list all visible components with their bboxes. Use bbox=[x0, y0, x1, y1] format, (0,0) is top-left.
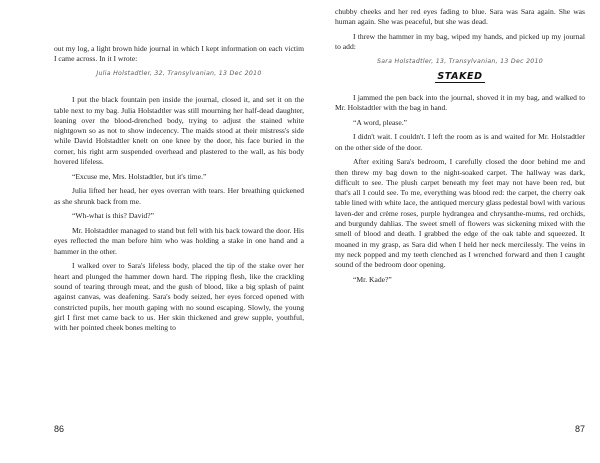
staked-stamp-text: STAKED bbox=[437, 71, 483, 83]
paragraph: “Wh-what is this? David?” bbox=[72, 211, 155, 221]
paragraph: I threw the hammer in my bag, wiped my hands, and picked up my journal to add: bbox=[335, 31, 585, 52]
left-page-text bbox=[54, 44, 304, 338]
journal-signature: Julia Holstadtler, 32, Transylvanian, 13 Dec 2010 bbox=[96, 69, 262, 77]
paragraph: Julia lifted her head, her eyes overran with tears. Her breathing quickened as she shrunk back from me. bbox=[54, 186, 304, 206]
paragraph: chubby cheeks and her red eyes fading to blue. Sara was Sara again. She was human again. She was peaceful, but she was dead. bbox=[335, 7, 585, 27]
paragraph: I didn't wait. I couldn't. I left the room as is and waited for Mr. Holstadtler on the other side of the door. bbox=[335, 132, 585, 152]
left-page bbox=[54, 0, 304, 463]
right-page-text bbox=[335, 7, 585, 290]
paragraph: out my log, a light brown hide journal in which I kept information on each victim I came across. In it I wrote: bbox=[54, 44, 304, 64]
paragraph: Mr. Holstadtler managed to stand but fell with his back toward the door. His eyes reflected the man before him who was holding a stake in one hand and a hammer in the other. bbox=[54, 226, 304, 256]
staked-stamp bbox=[335, 72, 585, 82]
paragraph: I walked over to Sara's lifeless body, placed the tip of the stake over her heart and plunged the hammer down hard. The ripping flesh, like the crackling sound of tearing through meat, and the gush of blood, like a big splash of paint against canvas, was deafening. Sara's body seized, her eyes forced opened with constricted pupils, her mouth gaping with no sound escaping. Slowly, the young girl I first met came back to us. Her skin thickened and grew supple, youthful, with her pointed cheek bones melting to bbox=[54, 261, 304, 333]
paragraph: “Excuse me, Mrs. Holstadtler, but it's time.” bbox=[72, 171, 207, 181]
page-number: 87 bbox=[574, 424, 585, 434]
paragraph: I put the black fountain pen inside the journal, closed it, and set it on the table next to my bag. Julia Holstadtler was still mourning her half-dead daughter, leaning over the blood-drenched body, trying to adjust the stained white nightgown so as not to show indecency. The maids stood at their mistress's side while David Holstadtler knelt on one knee by the door, his face buried in the corner, his right arm suspended overhead and plastered to the wall, as his body hovered lifeless. bbox=[54, 95, 304, 167]
journal-signature: Sara Holstadtler, 13, Transylvanian, 13 Dec 2010 bbox=[376, 57, 544, 65]
paragraph: After exiting Sara's bedroom, I carefully closed the door behind me and then threw my bag down to the night-soaked carpet. The hallway was dark, difficult to see. The plush carpet beneath my feet may not have been red, but that's all I could see. To me, everything was blood red: the carpet, the cherry oak table lined with white lace, the antiqued mercury glass pedestal bowl with various laven-der and crème roses, purple hydrangea and chrysanthe-mums, red orchids, and burgundy dahlias. The sweet smell of flowers was sickening mixed with the smell of blood and death. I grabbed the edge of the oak table and squeezed. It moaned in my grasp, as Sara did when I held her neck mercilessly. The veins in my neck popped and my teeth clenched as I wrenched forward and then I caught sound of the bedroom door opening. bbox=[335, 157, 585, 270]
paragraph: “Mr. Kade?” bbox=[353, 274, 392, 284]
right-page bbox=[335, 0, 585, 463]
paragraph: I jammed the pen back into the journal, shoved it in my bag, and walked to Mr. Holstadtler with the bag in hand. bbox=[335, 92, 585, 112]
paragraph: “A word, please.” bbox=[353, 117, 407, 127]
page-number: 86 bbox=[54, 424, 65, 434]
